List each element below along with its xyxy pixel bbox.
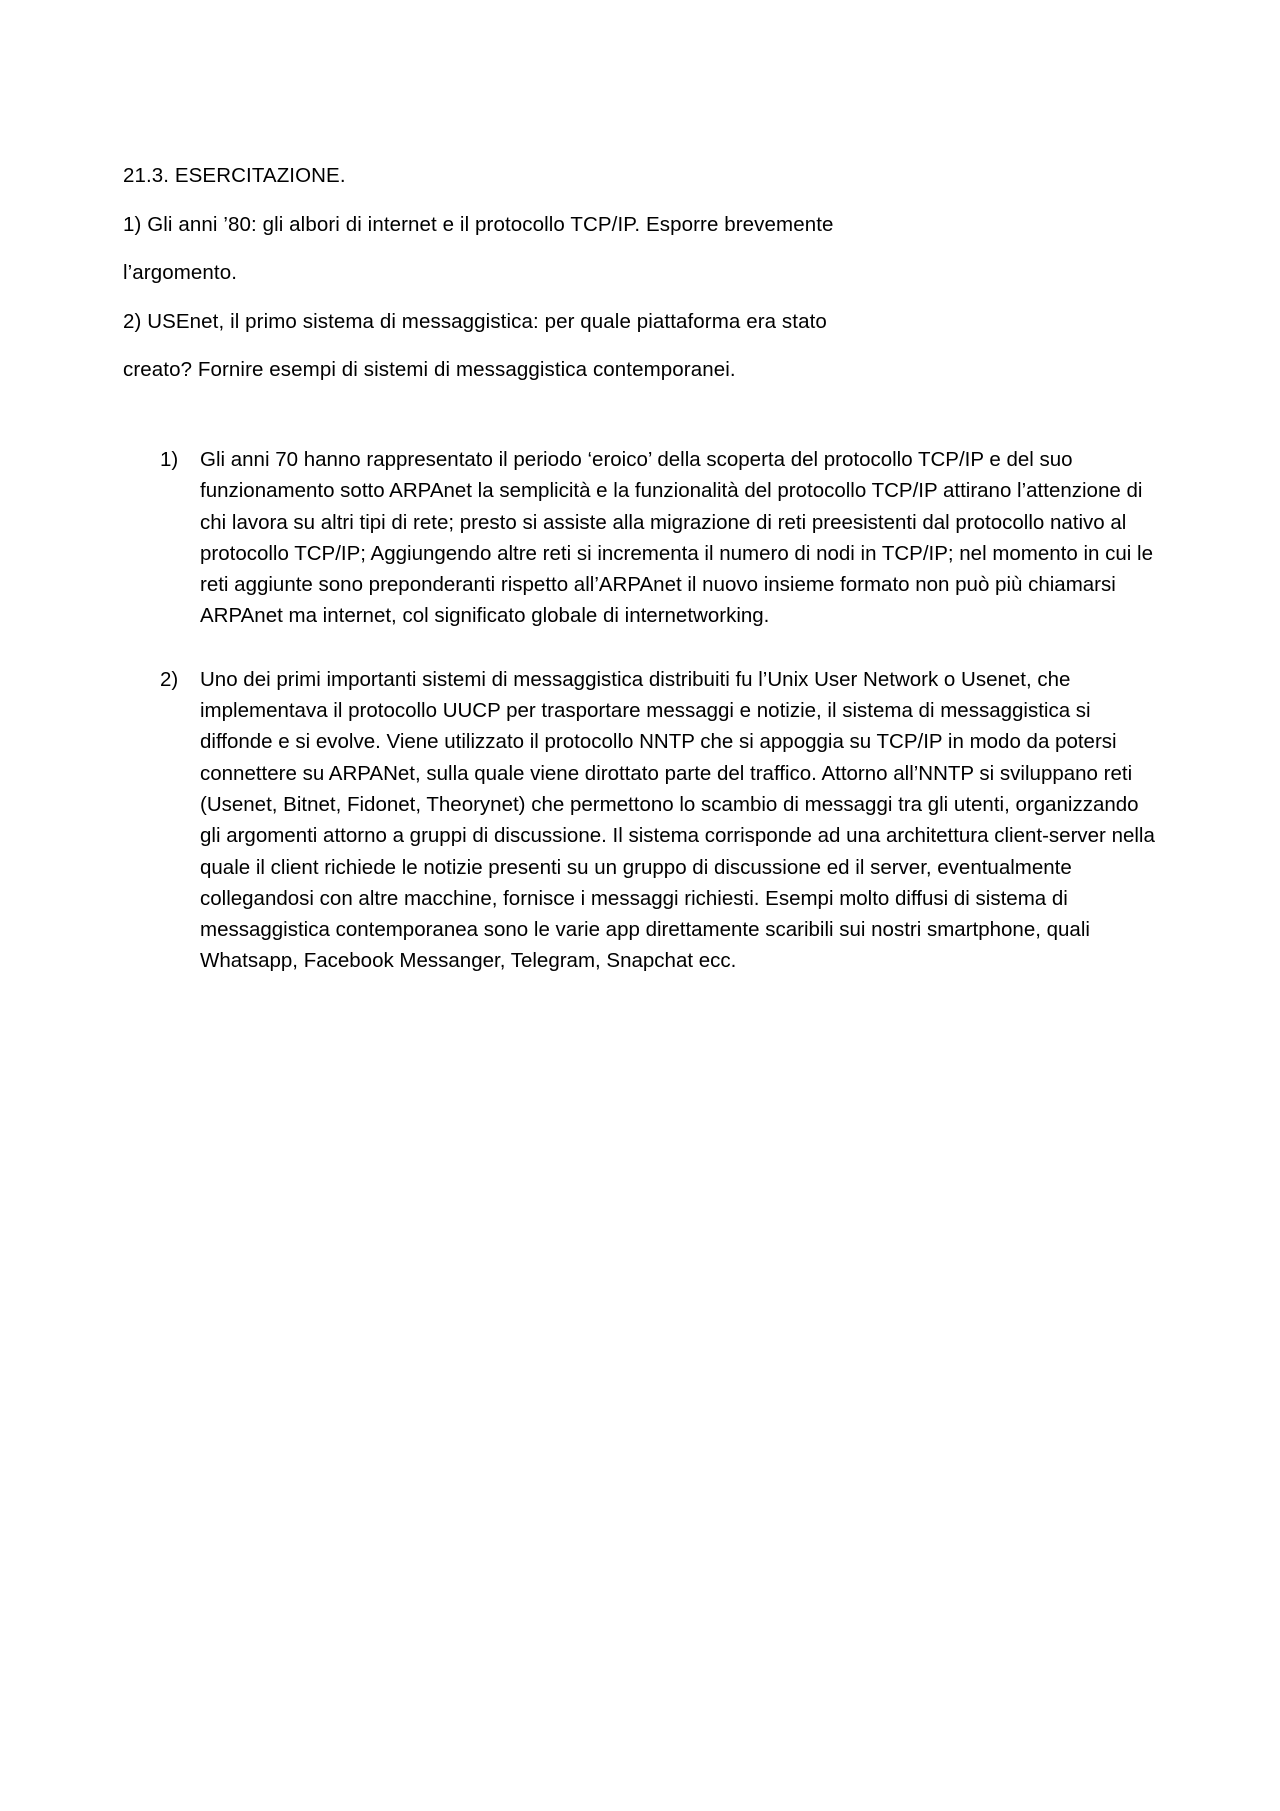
answers-list [160, 444, 1160, 1009]
question-2-line-2: creato? Fornire esempi di sistemi di messaggistica contemporanei. [123, 358, 736, 381]
question-1-line-2: l’argomento. [123, 261, 238, 284]
question-2-line-1: 2) USEnet, il primo sistema di messaggistica: per quale piattaforma era stato [123, 309, 827, 333]
exercise-heading: 21.3. ESERCITAZIONE. [123, 164, 346, 187]
question-1-line-1: 1) Gli anni ’80: gli albori di internet e il protocollo TCP/IP. Esporre brevemente [123, 212, 834, 236]
exercise-header [123, 152, 1023, 395]
answer-number: 2) [160, 667, 179, 691]
answer-text: Gli anni 70 hanno rappresentato il periodo ‘eroico’ della scoperta del protocollo TCP/IP e del suo funzionamento sotto ARPAnet la semplicità e la funzionalità del protocollo TCP/IP attirano l’attenzione di chi lavora su altri tipi di rete; presto si assiste alla migrazione di reti preesistenti dal protocollo nativo al protocollo TCP/IP; Aggiungendo altre reti si incrementa il numero di nodi in TCP/IP; nel momento in cui le reti aggiunte sono preponderanti rispetto all’ARPAnet il nuovo insieme formato non può più chiamarsi ARPAnet ma internet, col significato globale di internetworking. [200, 448, 1153, 628]
answer-item-2 [160, 664, 1160, 977]
answer-item-1 [160, 444, 1160, 632]
answer-text: Uno dei primi importanti sistemi di messaggistica distribuiti fu l’Unix User Network o Usenet, che implementava il protocollo UUCP per trasportare messaggi e notizie, il sistema di messaggistica si diffonde e si evolve. Viene utilizzato il protocollo NNTP che si appoggia su TCP/IP in modo da potersi connettere su ARPANet, sulla quale viene dirottato parte del traffico. Attorno all’NNTP si sviluppano reti (Usenet, Bitnet, Fidonet, Theorynet) che permettono lo scambio di messaggi tra gli utenti, organizzando gli argomenti attorno a gruppi di discussione. Il sistema corrisponde ad una architettura client-server nella quale il client richiede le notizie presenti su un gruppo di discussione ed il server, eventualmente collegandosi con altre macchine, fornisce i messaggi richiesti. Esempi molto diffusi di sistema di messaggistica contemporanea sono le varie app direttamente scaribili sui nostri smartphone, quali Whatsapp, Facebook Messanger, Telegram, Snapchat ecc. [200, 667, 1155, 973]
answer-number: 1) [160, 448, 179, 471]
